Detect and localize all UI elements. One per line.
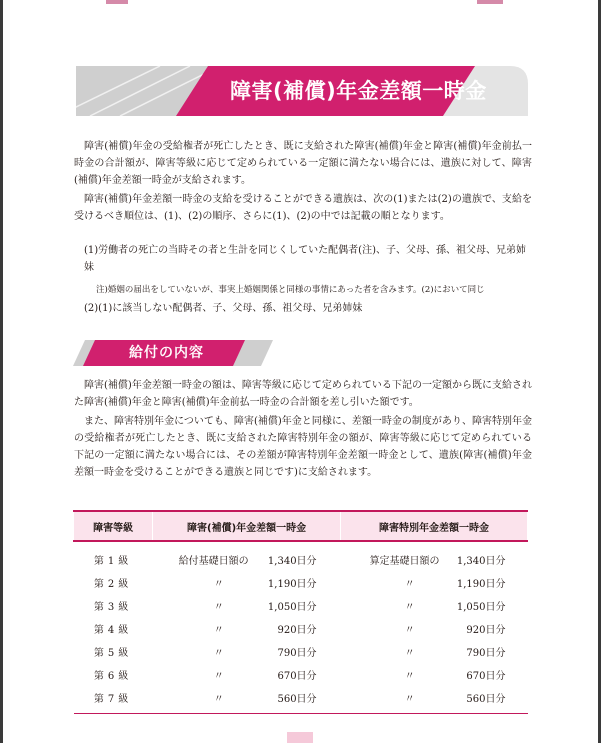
header-special-lump-sum: 障害特別年金差額一時金 — [341, 511, 528, 541]
eligible-list-item-2: (2)(1)に該当しない配偶者、子、父母、孫、祖父母、兄弟姉妹 — [84, 303, 363, 314]
lump-sum-amount: 1,190日分 — [267, 579, 317, 590]
benefit-paragraph-1: 障害(補償)年金差額一時金の額は、障害等級に応じて定められている下記の一定額から既に支給された障害(補償)年金と障害(補償)年金前払一時金の合計額を差し引いた額です。 — [74, 380, 532, 408]
special-lump-sum-cell — [341, 594, 528, 617]
special-lump-sum-label: 〃 — [404, 671, 415, 682]
lump-sum-cell — [153, 686, 341, 714]
lump-sum-cell — [153, 571, 341, 594]
special-lump-sum-cell — [341, 571, 528, 594]
section-title: 給付の内容 — [129, 345, 204, 361]
benefit-table — [73, 510, 528, 714]
lump-sum-label: 給付基礎日額の — [178, 556, 249, 567]
special-lump-sum-cell — [341, 640, 528, 663]
table-row — [74, 617, 528, 640]
lump-sum-label: 〃 — [213, 579, 224, 590]
special-lump-sum-amount: 1,340日分 — [456, 556, 506, 567]
special-lump-sum-cell — [341, 663, 528, 686]
special-lump-sum-cell — [341, 686, 528, 714]
top-page-tab-right — [477, 0, 503, 4]
lump-sum-label: 〃 — [213, 671, 224, 682]
special-lump-sum-amount: 670日分 — [466, 671, 506, 682]
top-page-tab-left — [106, 0, 128, 4]
intro-paragraph-2: 障害(補償)年金差額一時金の支給を受けることができる遺族は、次の(1)または(2)の遺族で、支給を受けるべき順位は、(1)、(2)の順序、さらに(1)、(2)の中では記載の順となります。 — [74, 194, 532, 222]
table-row — [74, 686, 528, 714]
special-lump-sum-amount: 1,190日分 — [456, 579, 506, 590]
lump-sum-amount: 670日分 — [277, 671, 317, 682]
special-lump-sum-amount: 790日分 — [466, 648, 506, 659]
special-lump-sum-label: 〃 — [404, 602, 415, 613]
page-title: 障害(補償)年金差額一時金 — [230, 79, 487, 103]
lump-sum-label: 〃 — [213, 602, 224, 613]
header-lump-sum: 障害(補償)年金差額一時金 — [153, 511, 341, 541]
title-banner — [70, 66, 528, 116]
intro-paragraph-1: 障害(補償)年金の受給権者が死亡したとき、既に支給された障害(補償)年金と障害(補償)年金前払一時金の合計額が、障害等級に応じて定められている一定額に満たない場合には、遺族に対して、障害(補償)年金差額一時金が支給されます。 — [74, 141, 532, 186]
special-lump-sum-label: 〃 — [404, 625, 415, 636]
grade-cell: 第3級 — [93, 602, 133, 613]
special-lump-sum-amount: 920日分 — [466, 625, 506, 636]
eligible-list-note: 注)婚姻の届出をしていないが、事実上婚姻関係と同様の事情にあった者を含みます。(2)において同じ — [96, 285, 485, 295]
lump-sum-label: 〃 — [213, 648, 224, 659]
special-lump-sum-cell — [341, 541, 528, 571]
special-lump-sum-cell — [341, 617, 528, 640]
lump-sum-cell — [153, 541, 341, 571]
special-lump-sum-label: 算定基礎日額の — [369, 556, 440, 567]
lump-sum-cell — [153, 663, 341, 686]
table-row — [74, 640, 528, 663]
lump-sum-cell — [153, 594, 341, 617]
lump-sum-amount: 790日分 — [277, 648, 317, 659]
benefit-paragraph-2: また、障害特別年金についても、障害(補償)年金と同様に、差額一時金の制度があり、障害特別年金の受給権者が死亡したとき、既に支給された障害特別年金の額が、障害等級に応じて定められている下記の一定額に満たない場合には、その差額が障害特別年金差額一時金として、遺族(障害(補償)年金差額一時金を受けることができる遺族と同じです)に支給されます。 — [74, 416, 532, 478]
section-banner — [73, 340, 273, 366]
bottom-page-tab — [287, 732, 313, 743]
lump-sum-label: 〃 — [213, 625, 224, 636]
table-row — [74, 541, 528, 571]
header-grade: 障害等級 — [74, 511, 153, 541]
grade-cell: 第4級 — [93, 625, 133, 636]
grade-cell: 第6級 — [93, 671, 133, 682]
special-lump-sum-amount: 560日分 — [466, 694, 506, 705]
lump-sum-amount: 560日分 — [277, 694, 317, 705]
special-lump-sum-label: 〃 — [404, 579, 415, 590]
eligible-list-item-1: (1)労働者の死亡の当時その者と生計を同じくしていた配偶者(注)、子、父母、孫、祖父母、兄弟姉妹 — [84, 245, 526, 273]
table-row — [74, 663, 528, 686]
grade-cell: 第5級 — [93, 648, 133, 659]
left-frame-border — [0, 0, 3, 743]
table-header-row — [74, 511, 528, 541]
special-lump-sum-label: 〃 — [404, 648, 415, 659]
lump-sum-amount: 1,050日分 — [267, 602, 317, 613]
lump-sum-cell — [153, 617, 341, 640]
table-row — [74, 571, 528, 594]
grade-cell: 第1級 — [93, 556, 133, 567]
lump-sum-amount: 1,340日分 — [267, 556, 317, 567]
lump-sum-cell — [153, 640, 341, 663]
grade-cell: 第2級 — [93, 579, 133, 590]
lump-sum-label: 〃 — [213, 694, 224, 705]
special-lump-sum-label: 〃 — [404, 694, 415, 705]
table-row — [74, 594, 528, 617]
special-lump-sum-amount: 1,050日分 — [456, 602, 506, 613]
lump-sum-amount: 920日分 — [277, 625, 317, 636]
grade-cell: 第7級 — [74, 686, 153, 714]
